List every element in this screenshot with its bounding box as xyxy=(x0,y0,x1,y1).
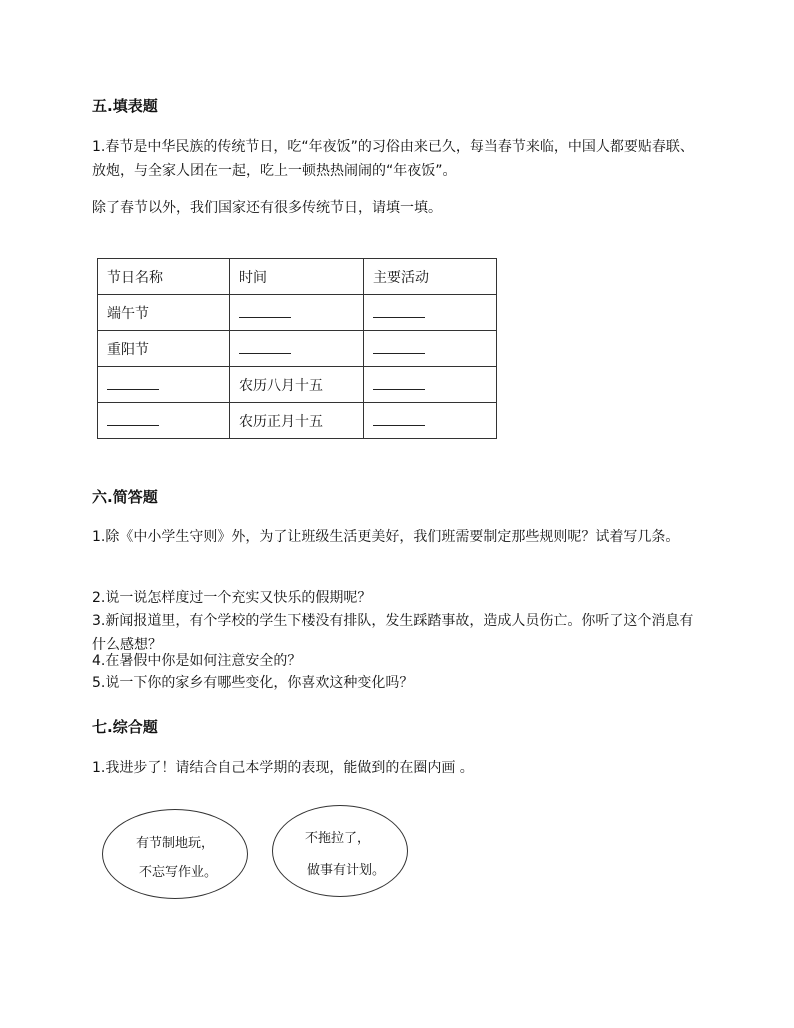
answer-blank[interactable] xyxy=(107,379,159,390)
festival-table xyxy=(97,258,497,439)
answer-blank[interactable] xyxy=(373,307,425,318)
section-7-title: 七.综合题 xyxy=(92,718,158,736)
table-row xyxy=(98,331,497,367)
header-cell: 节日名称 xyxy=(98,259,230,295)
section-5-question-1: 1.春节是中华民族的传统节日，吃“年夜饭”的习俗由来已久，每当春节来临，中国人都要贴春联、放炮，与全家人团在一起，吃上一顿热热闹闹的“年夜饭”。 xyxy=(92,139,694,179)
answer-blank[interactable] xyxy=(239,343,291,354)
blank-cell[interactable] xyxy=(364,331,497,367)
circle-1-line-1: 有节制地玩， xyxy=(136,836,215,851)
blank-cell[interactable] xyxy=(364,295,497,331)
blank-cell[interactable] xyxy=(230,331,364,367)
section-6-question-5: 5.说一下你的家乡有哪些变化，你喜欢这种变化吗？ xyxy=(92,675,414,691)
circle-1-line-2: 不忘写作业。 xyxy=(139,865,218,880)
table-row xyxy=(98,367,497,403)
section-6-title: 六.简答题 xyxy=(92,488,158,506)
section-6-question-1: 1.除《中小学生守则》外，为了让班级生活更美好，我们班需要制定那些规则呢？试着写几条。 xyxy=(92,529,680,545)
table-row xyxy=(98,295,497,331)
circle-2-line-2: 做事有计划。 xyxy=(307,863,386,878)
answer-blank[interactable] xyxy=(373,415,425,426)
answer-circle-1[interactable] xyxy=(102,809,248,899)
answer-circle-2[interactable] xyxy=(272,805,408,897)
section-5-title: 五.填表题 xyxy=(92,97,158,115)
date-cell: 农历正月十五 xyxy=(230,403,364,439)
header-cell: 主要活动 xyxy=(364,259,497,295)
section-5-prompt: 除了春节以外，我们国家还有很多传统节日，请填一填。 xyxy=(92,200,442,216)
section-6-question-3: 3.新闻报道里，有个学校的学生下楼没有排队，发生踩踏事故，造成人员伤亡。你听了这个消息有什么感想？ xyxy=(92,613,694,653)
festival-name-cell: 端午节 xyxy=(98,295,230,331)
section-6-question-4: 4.在暑假中你是如何注意安全的？ xyxy=(92,653,302,669)
answer-blank[interactable] xyxy=(107,415,159,426)
table-row xyxy=(98,403,497,439)
festival-name-cell: 重阳节 xyxy=(98,331,230,367)
answer-blank[interactable] xyxy=(373,379,425,390)
table-header-row xyxy=(98,259,497,295)
blank-cell[interactable] xyxy=(98,403,230,439)
blank-cell[interactable] xyxy=(230,295,364,331)
answer-blank[interactable] xyxy=(239,307,291,318)
answer-blank[interactable] xyxy=(373,343,425,354)
section-7-question-1: 1.我进步了！请结合自己本学期的表现，能做到的在圈内画 。 xyxy=(92,760,474,776)
header-cell: 时间 xyxy=(230,259,364,295)
blank-cell[interactable] xyxy=(98,367,230,403)
circle-2-line-1: 不拖拉了， xyxy=(305,831,371,846)
blank-cell[interactable] xyxy=(364,367,497,403)
date-cell: 农历八月十五 xyxy=(230,367,364,403)
section-6-question-2: 2.说一说怎样度过一个充实又快乐的假期呢？ xyxy=(92,590,372,606)
blank-cell[interactable] xyxy=(364,403,497,439)
